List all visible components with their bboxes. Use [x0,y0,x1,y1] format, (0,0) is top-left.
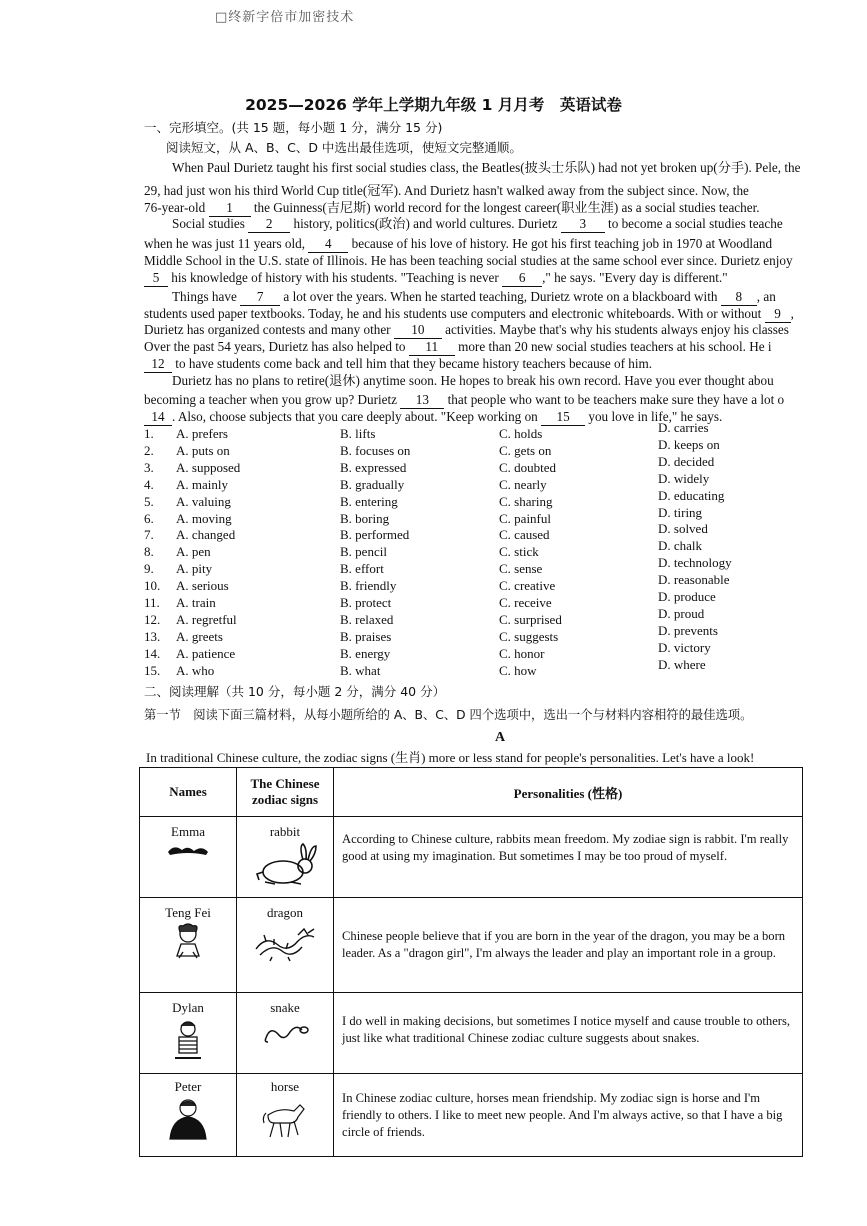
name-cell [140,898,237,993]
option-b: B. what [340,662,381,678]
table-header-row [140,768,803,817]
emma-portrait-icon [164,842,212,858]
option-row [144,521,844,543]
question-number: 4. [144,476,154,492]
option-a: A. supposed [176,459,241,475]
personality-cell [334,817,803,898]
zodiac-sign-label: horse [270,1079,300,1094]
option-b: B. effort [340,561,384,577]
cloze-blank: 14 [144,409,172,426]
cloze-blank: 9 [765,306,791,323]
passage-text: to have students come back and tell him that they became history teachers because of him. [172,356,653,371]
passage-text: Middle School in the U.S. state of Illinois. He has been teaching social studies at the same school ever since. Durietz enjoy [144,253,793,268]
option-d: D. where [658,656,706,672]
option-c: C. painful [499,510,551,526]
sign-cell [237,993,334,1074]
cloze-blank: 13 [400,392,444,409]
option-c: C. creative [499,578,556,594]
option-b: B. protect [340,595,392,610]
option-c: C. suggests [499,628,559,644]
passage-intro: In traditional Chinese culture, the zodiac signs (生肖) more or less stand for people's personalities. Let's have a look! [146,750,755,765]
part1-instruction: 阅读短文，从 A、B、C、D 中选出最佳选项，使短文完整通顺。 [166,140,522,155]
cloze-blank: 2 [248,216,290,233]
option-a: A. patience [176,645,236,661]
passage-line [172,373,774,389]
snake-icon [260,1018,310,1048]
question-number: 7. [144,527,154,543]
option-b: B. entering [340,493,398,509]
option-c: C. nearly [499,476,547,492]
passage-line [172,216,783,233]
cloze-blank: 11 [409,339,455,356]
cloze-blank: 4 [308,236,348,253]
option-a: A. pen [176,544,211,560]
name-cell [140,1074,237,1157]
option-a: A. moving [176,510,232,526]
option-row [144,453,844,476]
question-number: 9. [144,561,154,577]
passage-line [144,322,789,339]
option-a: A. mainly [176,476,228,492]
header-sign-line2: zodiac signs [251,792,319,807]
zodiac-sign-label: dragon [266,905,304,920]
section-instruction: 第一节 阅读下面三篇材料，从每小题所给的 A、B、C、D 四个选项中，选出一个与材料内容相符的最佳选项。 [144,708,753,722]
option-d: D. tiring [658,504,703,520]
option-a: A. changed [176,527,236,543]
option-row [144,538,844,560]
rabbit-icon [245,842,325,888]
passage-text: 29, had just won his third World Cup title(冠军). And Durietz hasn't walked away from the subject since. Now, the [144,183,749,198]
table-row [140,898,803,993]
passage-line [144,236,772,253]
sign-cell [237,1074,334,1157]
question-number: 13. [144,628,161,644]
option-d: D. educating [658,487,725,503]
passage-line [144,200,760,217]
passage-text: because of his love of history. He got his first teaching job in 1970 at Woodland [348,236,773,251]
option-d: D. technology [658,555,732,571]
option-b: B. lifts [340,426,376,441]
passage-text: activities. Maybe that's why his students always enjoy his classes [441,322,789,337]
passage-line [144,356,652,373]
dragon-icon [252,923,318,963]
passage-text: Durietz has organized contests and many other [144,322,394,337]
option-a: A. valuing [176,493,231,509]
option-b: B. energy [340,645,391,661]
passage-text: students used paper textbooks. Today, he and his students use computers and electronic whiteboards. With or without [144,306,765,321]
option-row [144,656,844,679]
option-c: C. doubted [499,459,557,475]
person-name: Peter [174,1079,202,1094]
option-row [144,470,844,493]
question-number: 10. [144,578,161,594]
passage-text: becoming a teacher when you grow up? Durietz [144,392,401,407]
passage-text: Over the past 54 years, Durietz has also helped to [144,339,409,354]
header-personalities: Personalities (性格) [334,768,803,817]
zodiac-sign-label: snake [270,1000,300,1015]
option-row [144,555,844,577]
option-b: B. gradually [340,476,405,492]
option-d: D. victory [658,639,711,655]
option-a: A. serious [176,578,229,594]
name-cell [140,993,237,1074]
option-row [144,622,844,645]
option-row [144,589,844,611]
personality-cell [334,1074,803,1157]
header-sign-line1: The Chinese [250,776,320,791]
part1-heading: 一、完形填空。(共 15 题，每小题 1 分，满分 15 分) [144,120,443,135]
passage-line [144,392,784,409]
option-b: B. boring [340,510,390,526]
zodiac-table [139,767,803,1157]
option-c: C. stick [499,544,539,560]
passage-text: , [790,306,794,321]
option-b: B. praises [340,628,392,644]
option-c: C. how [499,662,537,678]
table-row [140,1074,803,1157]
option-row [144,572,844,594]
option-b: B. expressed [340,459,407,475]
option-a: A. train [176,595,216,610]
passage-line [144,253,793,269]
cloze-blank: 7 [240,289,280,306]
cloze-blank: 10 [394,322,442,339]
person-name: Emma [171,824,205,839]
passage-text: Durietz has no plans to retire(退休) anytime soon. He hopes to break his own record. Have you ever thought abou [172,373,774,388]
part2-heading: 二、阅读理解（共 10 分，每小题 2 分，满分 40 分） [144,684,446,699]
horse-icon [260,1097,310,1141]
option-c: C. receive [499,595,552,610]
passage-text: his knowledge of history with his students. "Teaching is never [168,270,503,285]
option-row [144,504,844,527]
option-d: D. keeps on [658,436,720,452]
question-number: 2. [144,442,154,458]
option-row [144,487,844,510]
question-number: 5. [144,493,154,509]
option-b: B. relaxed [340,611,394,627]
name-cell [140,817,237,898]
sign-cell [237,817,334,898]
cloze-blank: 8 [721,289,757,306]
passage-line [172,289,776,306]
question-number: 8. [144,544,154,560]
option-b: B. pencil [340,544,387,560]
personality-text: In Chinese zodiac culture, horses mean friendship. My zodiac sign is horse and I'm friendly to others. I like to meet new people. And I'm always active, so that I have a big circle of friends. [342,1091,783,1139]
teng-fei-portrait-icon [171,922,205,960]
question-number: 3. [144,459,154,475]
personality-text: According to Chinese culture, rabbits mean freedom. My zodiae sign is rabbit. I'm really good at using my imagination. But sometimes I may be too proud of myself. [342,832,789,863]
cloze-blank: 12 [144,356,172,373]
person-name: Teng Fei [165,905,211,920]
passage-text: to become a social studies teache [604,216,783,231]
cloze-blank: 5 [144,270,168,287]
zodiac-sign-label: rabbit [269,824,301,839]
question-number: 12. [144,611,161,627]
option-d: D. proud [658,605,705,621]
cloze-blank: 15 [541,409,585,426]
passage-text: the Guinness(吉尼斯) world record for the longest career(职业生涯) as a social studies teacher. [250,200,760,215]
passage-line [144,409,722,426]
dylan-portrait-icon [171,1018,205,1060]
personality-cell [334,993,803,1074]
passage-line [172,160,800,176]
passage-line [144,270,728,287]
header-zodiac-signs [237,768,334,817]
passage-text: history, politics(政治) and world cultures. Durietz [290,216,561,231]
option-d: D. chalk [658,538,703,554]
passage-text: Things have [172,289,241,304]
table-row [140,993,803,1074]
passage-text: , an [756,289,776,304]
cloze-blank: 3 [561,216,605,233]
passage-text: a lot over the years. When he started teaching, Durietz wrote on a blackboard with [280,289,721,304]
question-number: 15. [144,662,161,678]
option-b: B. focuses on [340,442,411,458]
passage-text: when he was just 11 years old, [144,236,309,251]
option-a: A. puts on [176,442,230,458]
option-a: A. prefers [176,426,228,441]
passage-label: A [495,730,506,745]
option-c: C. gets on [499,442,552,458]
watermark-text: □终新字倍市加密技术 [215,10,355,25]
option-b: B. friendly [340,578,397,594]
option-d: D. carries [658,420,709,435]
cloze-blank: 1 [209,200,251,217]
passage-text: you love in life," he says. [585,409,723,424]
option-a: A. regretful [176,611,237,627]
passage-text: more than 20 new social studies teachers at his school. He i [454,339,772,354]
passage-text: ," he says. "Every day is different." [542,270,728,285]
question-number: 6. [144,510,154,526]
personality-text: I do well in making decisions, but sometimes I notice myself and cause trouble to others, just like what traditional Chinese zodiac culture suggests about snakes. [342,1014,791,1045]
passage-text: . Also, choose subjects that you care deeply about. "Keep working on [172,409,542,424]
peter-portrait-icon [160,1097,216,1141]
passage-line [144,306,794,323]
option-c: C. surprised [499,611,562,627]
option-row [144,420,844,442]
option-c: C. sense [499,561,543,577]
personality-cell [334,898,803,993]
option-d: D. produce [658,589,716,604]
question-number: 11. [144,595,160,610]
passage-text: Social studies [172,216,249,231]
option-row [144,605,844,628]
passage-text: that people who want to be teachers make sure they have a lot o [444,392,785,407]
option-c: C. holds [499,426,543,441]
option-d: D. decided [658,453,715,469]
question-number: 1. [144,426,154,441]
header-names: Names [140,768,237,817]
option-a: A. who [176,662,215,678]
option-b: B. performed [340,527,410,543]
option-d: D. solved [658,521,708,537]
passage-line [144,339,772,356]
option-a: A. greets [176,628,223,644]
person-name: Dylan [172,1000,204,1015]
table-row [140,817,803,898]
sign-cell [237,898,334,993]
passage-text: 76-year-old [144,200,209,215]
passage-text: When Paul Durietz taught his first social studies class, the Beatles(披头士乐队) had not yet broken up(分手). Pele, the [172,160,801,175]
option-a: A. pity [176,561,213,577]
option-c: C. caused [499,527,550,543]
option-d: D. prevents [658,622,718,638]
exam-title: 2025—2026 学年上学期九年级 1 月月考 英语试卷 [245,96,622,114]
option-c: C. sharing [499,493,553,509]
question-number: 14. [144,645,161,661]
option-row [144,436,844,459]
cloze-blank: 6 [502,270,542,287]
personality-text: Chinese people believe that if you are born in the year of the dragon, you may be a born leader. As a "dragon girl", I'm always the leader and play an important role in a group. [342,929,786,960]
option-row [144,639,844,662]
option-c: C. honor [499,645,545,661]
option-d: D. widely [658,470,710,486]
option-d: D. reasonable [658,572,730,588]
passage-line [144,183,749,199]
